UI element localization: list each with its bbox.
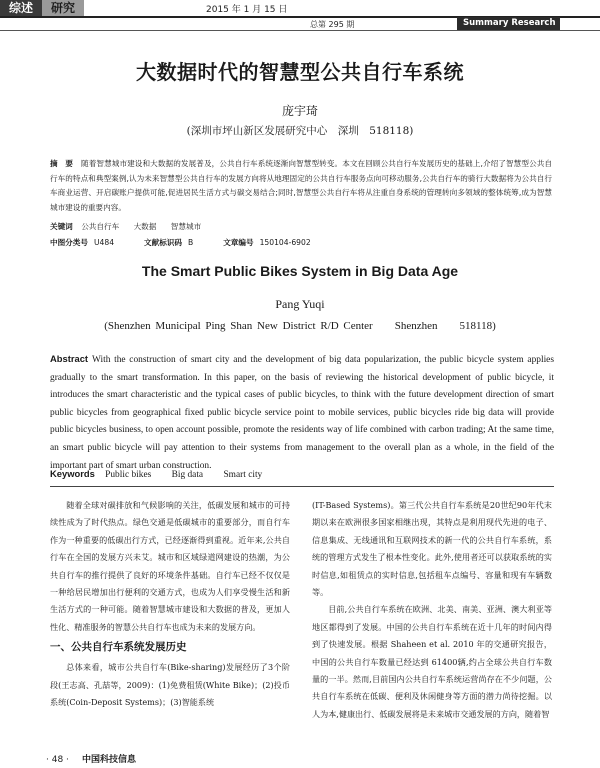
section-tab-research: 研究	[42, 0, 84, 16]
column-label	[457, 17, 560, 30]
abstract-label-cn: 摘 要	[50, 159, 74, 168]
article-number-value: 150104-6902	[259, 238, 311, 247]
body-paragraph: (IT-Based Systems)。第三代公共自行车系统是20世纪90年代末期以来在欧洲很多国家相继出现，其特点是利用现代先进的电子、信息集成、无线通讯和互联网技术的新一代的公共自行车系统，系统的管理方式发生了根本性变化。此外,使用者还可以获取系统的实时信息,如租赁点的实时信息,包括租车点编号、容量和现有车辆数等。	[312, 500, 552, 598]
running-header	[0, 0, 600, 34]
classification-line	[50, 237, 552, 248]
clc-label: 中图分类号	[50, 238, 88, 247]
research-label: Research	[511, 18, 556, 28]
keyword-en: Public bikes	[105, 470, 152, 480]
issue-date: 2015 年 1 月 15 日	[206, 5, 288, 15]
keywords-en	[50, 468, 554, 480]
abstract-text-en: With the construction of smart city and the development of big data popularization, the public bicycle system applies gradually to the smart transformation. In this paper, on the basis of reviewing the historical development of public bicycle, it introduces the smart characteristic and the typical cases of public bicycles, to think with the future development direction of smart public bicycles from geographical fixed public bicycle service point to mobile services, public bicycles ride big data will provide public bicycles business, to open account possible, promote the residents way of life combined with carbon trading; At the same time, an smart public bicycle will pay attention to their systems from management to the overall plan as a whole, in the field of the important part of smart urban construction.	[50, 355, 554, 471]
abstract-cn	[50, 157, 552, 215]
author-cn: 庞宇琦	[281, 104, 318, 118]
keywords-label-en: Keywords	[50, 468, 95, 479]
affiliation-cn: (深圳市坪山新区发展研究中心 深圳 518118)	[186, 125, 414, 137]
document-code	[144, 237, 193, 248]
abstract-text-cn: 随着智慧城市建设和大数据的发展普及，公共自行车系统逐渐向智慧型转变。本文在回顾公共自行车发展历史的基础上,介绍了智慧型公共自行车的特点和典型案例,认为未来智慧型公共自行车的发展方向将从地理固定的公共自行车服务点向可移动服务,公共自行车的骑行大数据将为公共自行车商业运营、开启碳账户提供可能,促进居民生活方式与碳交易结合;同时,智慧型公共自行车将从注重自身系统的管理转向多领域的整体统筹,成为智慧城市建设的重要内容。	[50, 159, 552, 212]
keywords-label-cn: 关键词	[50, 222, 73, 231]
body-paragraph: 目前,公共自行车系统在欧洲、北美、南美、亚洲、澳大利亚等地区都得到了发展。中国的公共自行车系统在近十几年的时间内得到了快速发展。根据 Shaheen et al. 2010 年的交通研究报告，中国的公共自行车数量已经达到 61400辆,约占全球公共自行车数量的一半。然而,目前国内公共自行车系统运营尚存在不少问题，公共自行车系统在低碳、便利及休闲健身等方面的潜力尚待挖掘。以人为本,健康出行、低碳发展将是未来城市交通发展的方向，随着智	[312, 604, 552, 719]
header-rule-thin	[0, 30, 600, 31]
clc-number	[50, 237, 114, 248]
author-en: Pang Yuqi	[275, 297, 325, 311]
body-paragraph: 随着全球对碳排放和气候影响的关注，低碳发展和城市的可持续性成为了时代热点。绿色交通是低碳城市的重要部分，而自行车作为一种重要的低碳出行方式，已经逐渐得到重视。近年来,公共自行车在全国的发展方兴未艾。城市和区域绿道网建设的热潮，为公共自行车的推行提供了良好的环境条件基础。自行车已经不仅仅是一种给居民增加出行便利的交通方式，也成为人们享受慢生活和新生活方式的一种可能。随着智慧城市建设和大数据的普及，更加人性化、精准服务的智慧公共自行车也成为未来的发展方向。	[50, 500, 290, 632]
section-tab-review: 综述	[0, 0, 42, 16]
article-number	[223, 237, 310, 248]
summary-label: Summary	[463, 18, 509, 28]
keywords-cn	[50, 221, 552, 232]
doc-code-label: 文献标识码	[144, 238, 182, 247]
keyword-cn: 智慧城市	[170, 222, 202, 231]
doc-code-value: B	[188, 238, 194, 247]
abstract-label-en: Abstract	[50, 353, 89, 364]
article-title-cn: 大数据时代的智慧型公共自行车系统	[136, 60, 464, 84]
keyword-cn: 大数据	[133, 222, 157, 231]
journal-name: 中国科技信息	[82, 755, 137, 765]
page-number: · 48 ·	[46, 755, 69, 765]
page-footer	[46, 752, 136, 765]
issue-number: 总第 295 期	[310, 20, 355, 29]
article-title-en: The Smart Public Bikes System in Big Data Age	[141, 263, 459, 279]
body-paragraph: 总体来看，城市公共自行车(Bike-sharing)发展经历了3个阶段(王志高、孔喆等，2009)：(1)免费租赁(White Bike)；(2)投币系统(Coin-Deposit Systems)；(3)智能系统	[50, 662, 290, 708]
section-tabs	[0, 0, 84, 16]
keyword-cn: 公共自行车	[81, 222, 120, 231]
body-column-left	[50, 497, 290, 711]
section-divider	[50, 486, 554, 487]
article-number-label: 文章编号	[223, 238, 254, 247]
abstract-en	[50, 350, 554, 475]
section-heading: 一、公共自行车系统发展历史	[50, 641, 187, 654]
affiliation-en: (Shenzhen Municipal Ping Shan New District R/D Center Shenzhen 518118)	[104, 320, 496, 332]
keyword-en: Smart city	[223, 470, 263, 480]
body-column-right	[312, 497, 552, 723]
keyword-en: Big data	[171, 470, 204, 480]
clc-value: U484	[93, 238, 115, 247]
